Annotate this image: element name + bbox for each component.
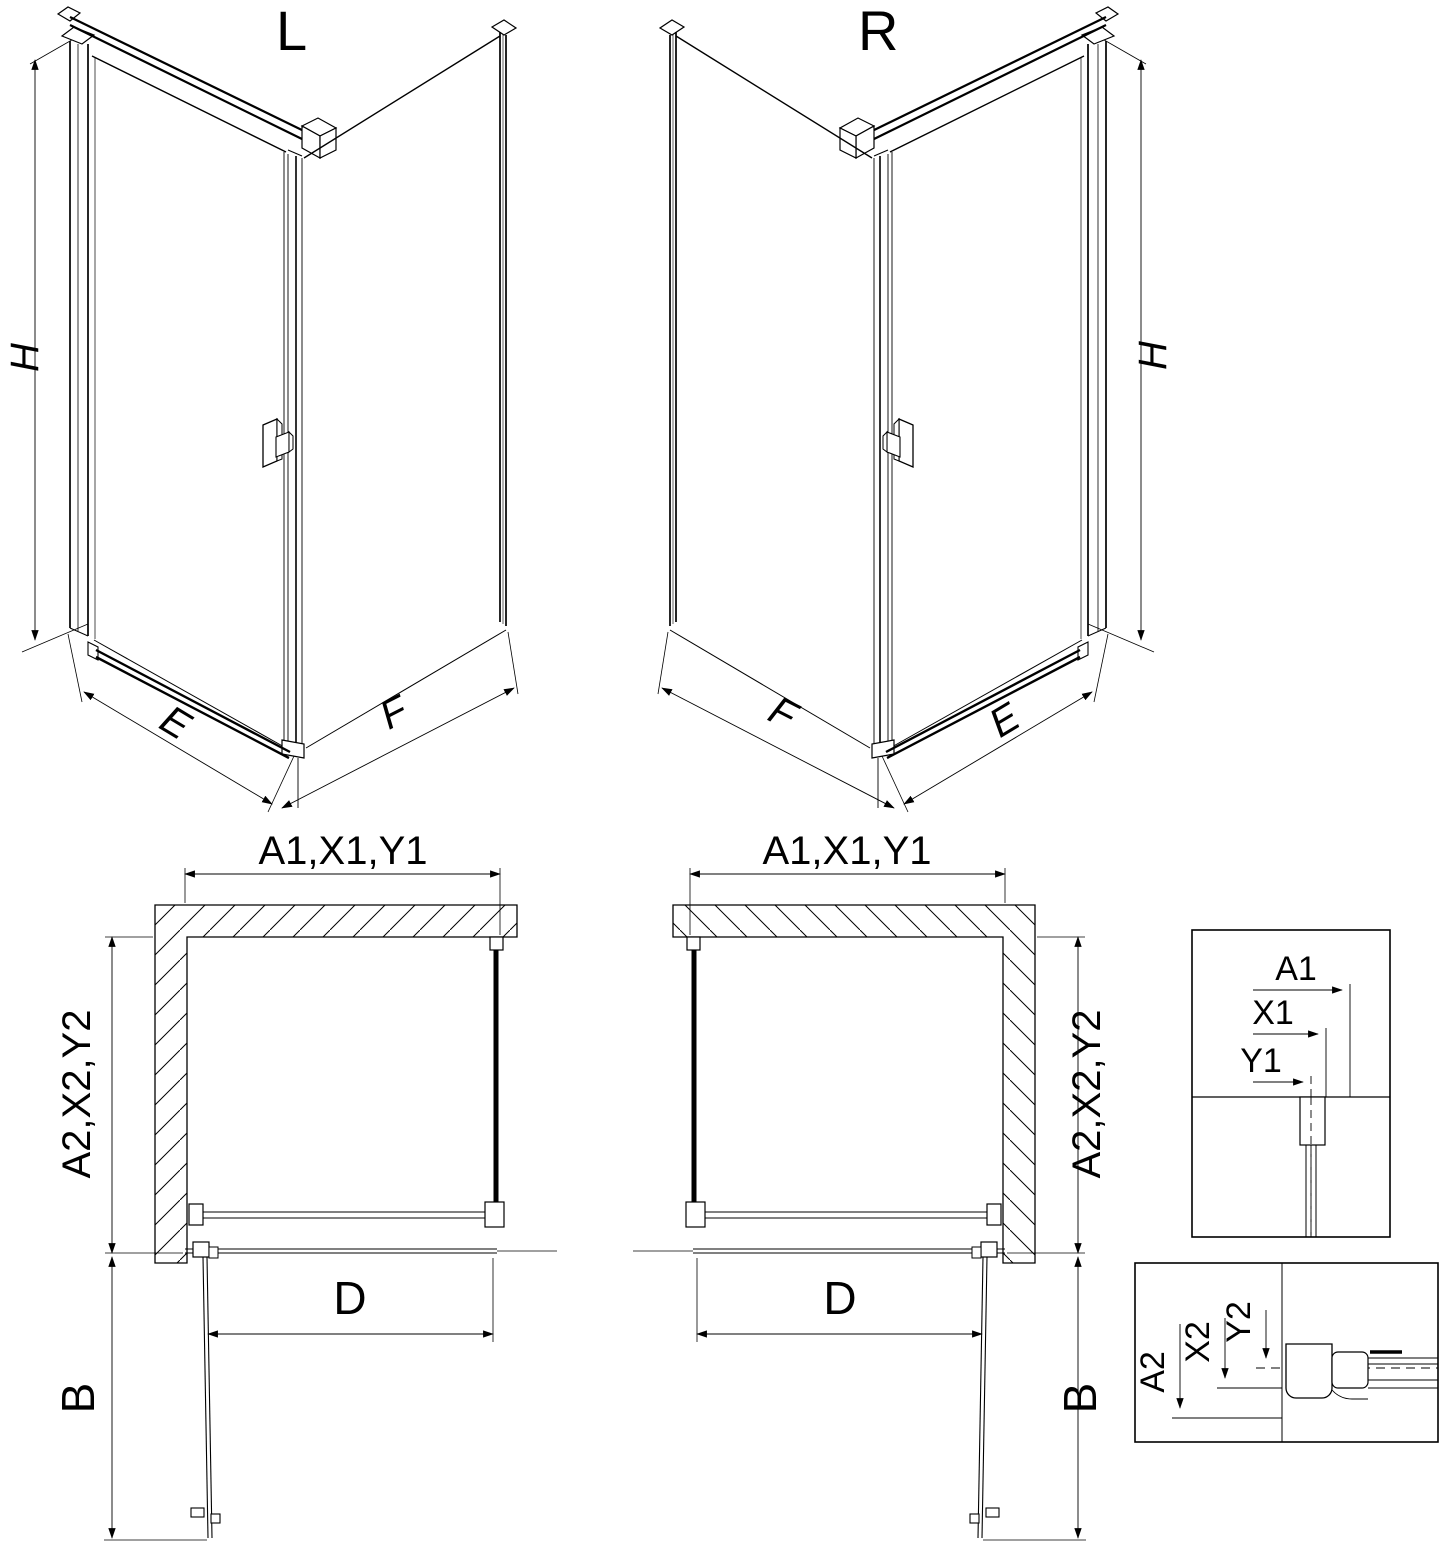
iso-view-right [658, 0, 1175, 812]
variant-label-left: L [276, 0, 308, 62]
detail-y1-label: Y1 [1240, 1042, 1282, 1080]
detail-top-profile [1192, 930, 1390, 1237]
plan-view-left [52, 829, 557, 1540]
plan-left-door-dim: D [333, 1272, 367, 1324]
plan-right-top-dim: A1,X1,Y1 [762, 829, 932, 873]
variant-label-right: R [858, 0, 899, 62]
detail-a1-label: A1 [1275, 950, 1317, 988]
plan-right-side-dim: A2,X2,Y2 [1065, 1009, 1109, 1179]
detail-x2-label: X2 [1179, 1321, 1217, 1363]
plan-view-right [633, 829, 1109, 1540]
height-dim-label-left: H [3, 343, 47, 372]
e-dim-label-left: E [152, 697, 199, 749]
e-dim-label-right: E [981, 694, 1028, 747]
plan-right-swing-dim: B [1054, 1382, 1106, 1414]
plan-left-top-dim: A1,X1,Y1 [258, 829, 428, 873]
detail-bottom-profile [1134, 1263, 1438, 1442]
f-dim-label-right: F [761, 688, 804, 739]
detail-y2-label: Y2 [1220, 1301, 1258, 1343]
detail-a2-label: A2 [1134, 1351, 1172, 1393]
iso-view-left [3, 0, 518, 812]
plan-right-door-dim: D [823, 1272, 857, 1324]
plan-left-swing-dim: B [52, 1382, 104, 1414]
plan-left-side-dim: A2,X2,Y2 [55, 1009, 99, 1179]
f-dim-label-left: F [372, 687, 415, 739]
height-dim-label-right: H [1131, 341, 1175, 370]
detail-x1-label: X1 [1252, 994, 1294, 1032]
